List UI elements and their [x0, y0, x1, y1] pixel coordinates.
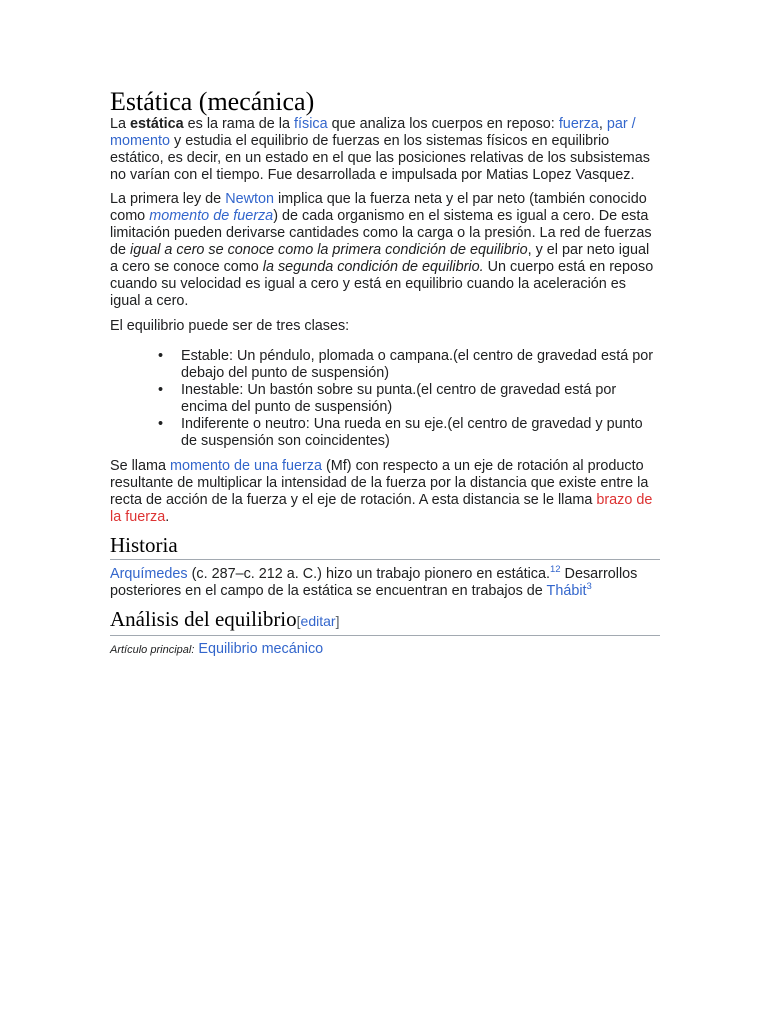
bullet: • [158, 348, 164, 364]
article [110, 86, 660, 659]
redlink-brazo-de-la-fuerza[interactable]: brazo de la fuerza [110, 492, 653, 525]
text: Se llama [110, 458, 170, 474]
list-item [158, 382, 660, 416]
italic-text: la segunda condición de equilibrio. [262, 259, 484, 275]
classes-intro: El equilibrio puede ser de tres clases: [110, 318, 350, 334]
newton-paragraph [110, 191, 660, 310]
historia-paragraph [110, 566, 660, 600]
text: Desarrollos posteriores en el campo de la estática se encuentran en trabajos de [110, 566, 638, 599]
bullet: • [158, 416, 164, 432]
bracket: ] [335, 613, 340, 629]
edit-link[interactable]: editar [300, 613, 336, 629]
text: . [165, 509, 170, 525]
list-item [158, 348, 660, 382]
link-arquimedes[interactable]: Arquímedes [110, 566, 188, 582]
text: que analiza los cuerpos en reposo: [327, 116, 559, 132]
edit-section [297, 613, 340, 629]
list-item-text: Inestable: Un bastón sobre su punta.(el centro de gravedad está por encima del punto de suspensión) [181, 382, 617, 415]
list-item-text: Indiferente o neutro: Una rueda en su eje.(el centro de gravedad y punto de suspensión son coincidentes) [181, 416, 643, 449]
text: (Mf) con respecto a un eje de rotación al producto resultante de multiplicar la intensidad de la fuerza por la distancia que existe entre la recta de acción de la fuerza y el eje de rotación. A esta distancia se le llama [110, 458, 649, 508]
bracket: [ [296, 613, 301, 629]
text: (c. 287–c. 212 a. C.) hizo un trabajo pionero en estática. [187, 566, 550, 582]
text: , [598, 116, 607, 132]
bullet: • [158, 382, 164, 398]
link-fisica[interactable]: física [294, 116, 328, 132]
heading-text: Análisis del equilibrio [110, 607, 297, 631]
intro-paragraph [110, 116, 660, 184]
text: La [110, 116, 131, 132]
text: La primera ley de [110, 191, 226, 207]
citation-link[interactable]: 3 [586, 581, 592, 593]
link-par-momento[interactable]: par / momento [110, 116, 636, 149]
link-fuerza[interactable]: fuerza [558, 116, 599, 132]
list-item-text: Estable: Un péndulo, plomada o campana.(el centro de gravedad está por debajo del punto de suspensión) [181, 348, 653, 381]
text: es la rama de la [183, 116, 295, 132]
momento-paragraph [110, 458, 660, 526]
page-title: Estática (mecánica) [110, 87, 315, 116]
link-newton[interactable]: Newton [225, 191, 274, 207]
bold-term: estática [130, 116, 184, 132]
classes-list [110, 348, 660, 450]
citation-link[interactable]: 12 [549, 564, 561, 576]
italic-text: igual a cero se conoce como la primera condición de equilibrio [130, 242, 528, 258]
link-momento-de-una-fuerza[interactable]: momento de una fuerza [170, 458, 322, 474]
hatnote [110, 641, 660, 659]
link-equilibrio-mecanico[interactable]: Equilibrio mecánico [198, 641, 324, 657]
text: implica que la fuerza neta y el par neto (también conocido como [110, 191, 647, 224]
list-item [158, 416, 660, 450]
text: y estudia el equilibrio de fuerzas en los sistemas físicos en equilibrio estático, es decir, en un estado en el que las posiciones relativas de los subsistemas no varían con el tiempo. Fue desarrollada e impulsada por Matias Lopez Vasquez. [110, 133, 650, 183]
text: ) de cada organismo en el sistema es igual a cero. De esta limitación pueden derivarse cantidades como la carga o la presión. La red de fuerzas de [110, 208, 652, 258]
link-thabit[interactable]: Thábit [546, 583, 587, 599]
hatnote-label: Artículo principal: [110, 644, 195, 656]
text: Un cuerpo está en reposo cuando su velocidad es igual a cero y está en equilibrio cuando la aceleración es igual a cero. [110, 259, 654, 309]
section-heading-historia: Historia [110, 532, 660, 560]
text: , y el par neto igual a cero se conoce como [110, 242, 650, 275]
link-momento-de-fuerza[interactable]: momento de fuerza [149, 208, 274, 224]
section-heading-analisis [110, 606, 660, 636]
